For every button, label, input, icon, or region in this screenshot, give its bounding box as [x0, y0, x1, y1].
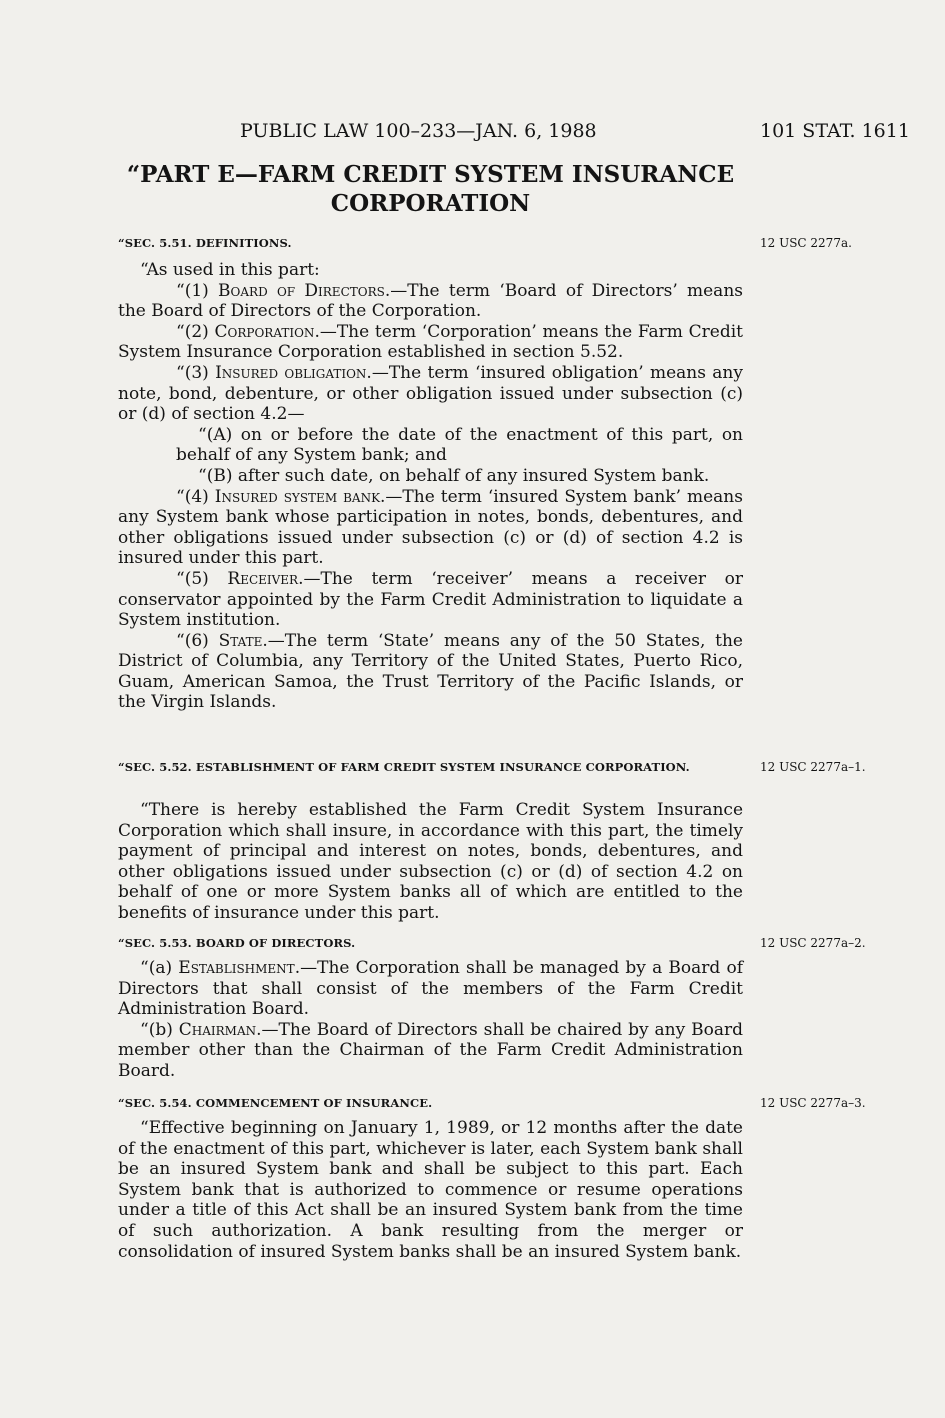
section-heading-551: “SEC. 5.51. DEFINITIONS.	[118, 236, 292, 250]
definition-2-term: Corporation	[214, 321, 315, 342]
definition-1-number: “(1)	[176, 280, 219, 301]
section-body-554	[118, 1118, 743, 1262]
subsection-a-term: Establishment	[178, 958, 295, 978]
definition-6	[118, 631, 743, 713]
subsection-b-term: Chairman	[178, 1019, 257, 1040]
definition-2	[118, 322, 743, 363]
margin-note-552: 12 USC 2277a–1.	[760, 760, 866, 774]
definition-5-term: Receiver	[227, 568, 299, 589]
definition-4-term: Insured system bank	[214, 486, 381, 507]
definition-5	[118, 569, 743, 631]
definition-3-term: Insured obligation	[215, 362, 367, 383]
section-body-551	[118, 260, 743, 713]
margin-note-551: 12 USC 2277a.	[760, 236, 852, 250]
part-title: “PART E—FARM CREDIT SYSTEM INSURANCE CORPORATION	[126, 161, 735, 217]
definition-3-clause-a: “(A) on or before the date of the enactment of this part, on behalf of any System bank; and	[176, 424, 743, 466]
definition-5-number: “(5)	[176, 568, 228, 589]
section-heading-553: “SEC. 5.53. BOARD OF DIRECTORS.	[118, 936, 356, 950]
definition-3-number: “(3)	[176, 362, 216, 383]
definition-6-number: “(6)	[176, 630, 219, 651]
definition-1	[118, 281, 743, 322]
definition-4-number: “(4)	[176, 486, 215, 507]
running-header-left: PUBLIC LAW 100–233—JAN. 6, 1988	[240, 120, 597, 142]
section-554-text: “Effective beginning on January 1, 1989, or 12 months after the date of the enactment of this part, whichever is later, each System bank shall be an insured System bank and shall be subject to this part. Each System bank that is authorized to commence or resume operations under a title of this Act shall be an insured System bank from the time of such authorization. A bank resulting from the merger or consolidation of insured System banks shall be an insured System bank.	[118, 1118, 743, 1262]
section-body-552	[118, 800, 743, 924]
section-552-text: “There is hereby established the Farm Credit System Insurance Corporation which shall insure, in accordance with this part, the timely payment of principal and interest on notes, bonds, debentures, and other obligations issued under subsection (c) or (d) of section 4.2 on behalf of one or more System banks all of which are entitled to the benefits of insurance under this part.	[118, 800, 743, 923]
definition-6-term: State	[218, 630, 263, 651]
subsection-b	[118, 1020, 743, 1082]
definition-1-text: .—The term ‘Board of Directors’ means the Board of Directors of the Corporation.	[118, 280, 743, 322]
definition-2-number: “(2)	[176, 321, 215, 342]
subsection-a-text: .—The Corporation shall be managed by a Board of Directors that shall consist of the members of the Farm Credit Administration Board.	[118, 958, 743, 1020]
definition-6-text: .—The term ‘State’ means any of the 50 States, the District of Columbia, any Territory of the United States, Puerto Rico, Guam, American Samoa, the Trust Territory of the Pacific Islands, or the Virgin Islands.	[118, 630, 743, 713]
definition-5-text: .—The term ‘receiver’ means a receiver or conservator appointed by the Farm Credit Administration to liquidate a System institution.	[118, 568, 743, 631]
definition-4-text: .—The term ‘insured System bank’ means any System bank whose participation in notes, bonds, debentures, and other obligations issued under subsection (c) or (d) of section 4.2 is insured under this part.	[118, 486, 743, 569]
definition-1-term: Board of Directors	[218, 280, 385, 301]
running-header-right: 101 STAT. 1611	[760, 120, 910, 142]
section-body-553	[118, 958, 743, 1082]
subsection-a	[118, 958, 743, 1020]
section-heading-554: “SEC. 5.54. COMMENCEMENT OF INSURANCE.	[118, 1096, 433, 1110]
subsection-b-number: “(b)	[140, 1019, 179, 1040]
subsection-b-text: .—The Board of Directors shall be chaired by any Board member other than the Chairman of the Farm Credit Administration Board.	[118, 1019, 743, 1081]
margin-note-554: 12 USC 2277a–3.	[760, 1096, 866, 1110]
definition-3-text: .—The term ‘insured obligation’ means any note, bond, debenture, or other obligation issued under subsection (c) or (d) of section 4.2—	[118, 362, 743, 425]
definition-4	[118, 487, 743, 569]
definition-3-clause-b: “(B) after such date, on behalf of any insured System bank.	[198, 465, 710, 486]
definition-2-text: .—The term ‘Corporation’ means the Farm Credit System Insurance Corporation established in section 5.52.	[118, 321, 743, 363]
subsection-a-number: “(a)	[140, 958, 179, 978]
definition-3	[118, 363, 743, 425]
intro-paragraph: “As used in this part:	[140, 260, 320, 280]
margin-note-553: 12 USC 2277a–2.	[760, 936, 866, 950]
section-heading-552: “SEC. 5.52. ESTABLISHMENT OF FARM CREDIT SYSTEM INSURANCE CORPORATION.	[118, 760, 690, 774]
